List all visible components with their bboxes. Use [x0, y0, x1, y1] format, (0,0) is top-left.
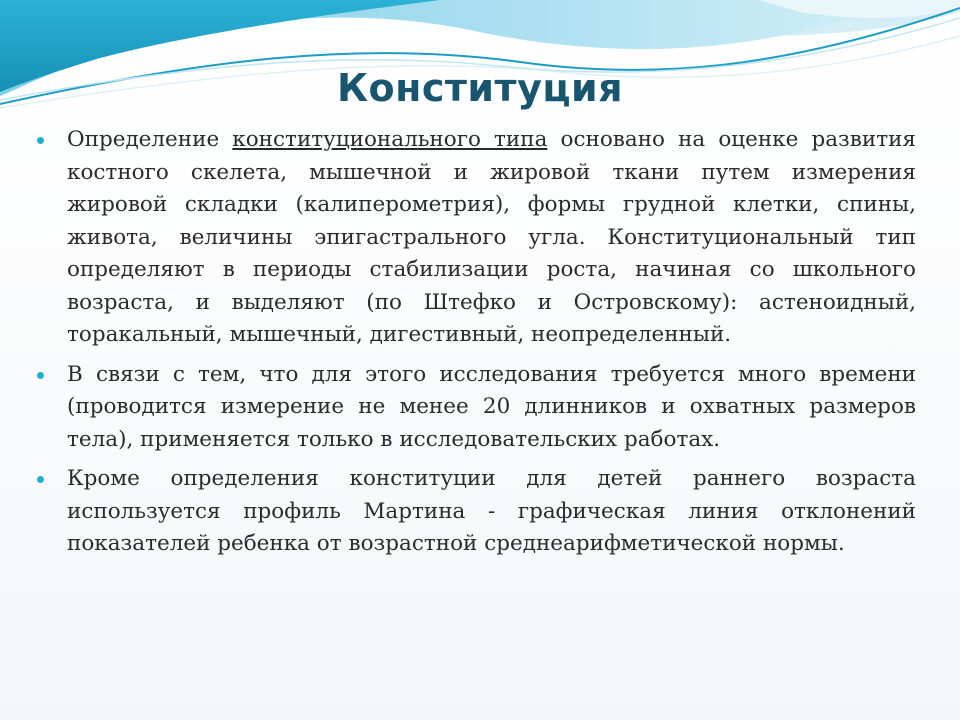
bullet-text-suffix: основано на оценке развития костного скелета, мышечной и жировой ткани путем измерения жировой складки (калиперометрия), формы грудной клетки, спины, живота, величины эпигастрального угла. Конституциональный тип определяют в периоды стабилизации роста, начиная со школьного возраста, и выделяют (по Штефко и Островскому): астеноидный, торакальный, мышечный, дигестивный, неопределенный. [67, 127, 916, 347]
bullet-dot-icon [37, 476, 44, 483]
bullet-text-prefix: Определение [67, 127, 233, 152]
bullet-dot-icon [37, 137, 44, 144]
bullet-list [36, 124, 916, 568]
slide-title: Конституция [336, 66, 624, 110]
bullet-dot-icon [37, 372, 44, 379]
bullet-item [36, 463, 916, 561]
header-wave-decoration [0, 0, 960, 130]
bullet-item [36, 359, 916, 457]
underlined-term: конституционального типа [232, 127, 548, 152]
bullet-text: Кроме определения конституции для детей раннего возраста используется профиль Мартина - графическая линия отклонений показателей ребенка от возрастной среднеарифметической нормы. [67, 466, 916, 556]
bullet-text: В связи с тем, что для этого исследования требуется много времени (проводится измерение не менее 20 длинников и охватных размеров тела), применяется только в исследовательских работах. [67, 361, 916, 452]
bullet-item [36, 124, 916, 352]
